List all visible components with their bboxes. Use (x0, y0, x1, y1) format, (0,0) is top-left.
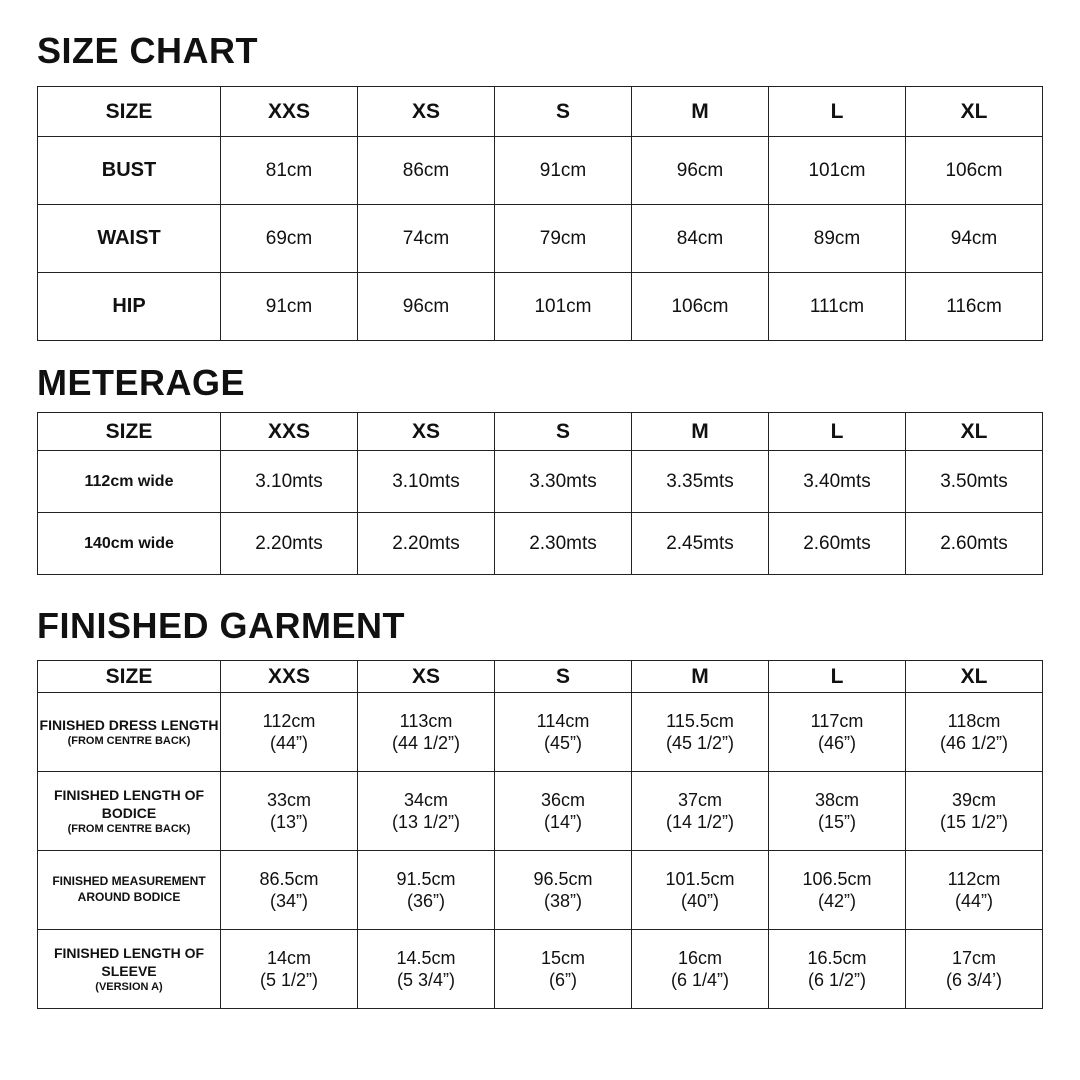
cell-cm: 38cm (814, 789, 859, 810)
table-cell (632, 772, 769, 851)
table-cell: 2.60mts (906, 513, 1043, 575)
size-chart-header-cell: SIZE (38, 87, 221, 137)
size-chart-header-cell: L (769, 87, 906, 137)
cell-cm: 114cm (536, 710, 590, 731)
row-label-main: FINISHED MEASUREMENT AROUND BODICE (52, 874, 206, 904)
table-cell (495, 693, 632, 772)
cell-in: (46 1/2”) (939, 733, 1009, 753)
table-cell: 69cm (221, 205, 358, 273)
finished-row-around-bodice (38, 851, 1043, 930)
cell-cm: 14.5cm (396, 947, 456, 968)
table-cell: 106cm (906, 137, 1043, 205)
row-label-main: FINISHED DRESS LENGTH (39, 716, 219, 733)
size-chart-header-cell: XXS (221, 87, 358, 137)
size-chart-row-waist (38, 205, 1043, 273)
row-label-main: FINISHED LENGTH OF BODICE (53, 786, 205, 821)
size-chart-header-cell: M (632, 87, 769, 137)
cell-in: (14 1/2”) (665, 812, 735, 832)
table-cell (906, 930, 1043, 1009)
cell-in: (45 1/2”) (665, 733, 735, 753)
table-cell: 84cm (632, 205, 769, 273)
cell-in: (36”) (406, 891, 445, 911)
finished-garment-header-cell: XS (358, 661, 495, 693)
finished-garment-title: FINISHED GARMENT (37, 605, 405, 646)
cell-cm: 117cm (810, 710, 864, 731)
table-cell (906, 772, 1043, 851)
meterage-title: METERAGE (37, 362, 246, 403)
table-cell: 94cm (906, 205, 1043, 273)
cell-in: (15”) (817, 812, 856, 832)
row-label: 140cm wide (38, 513, 221, 575)
cell-in: (44 1/2”) (391, 733, 461, 753)
table-cell: 106cm (632, 273, 769, 341)
table-cell: 2.45mts (632, 513, 769, 575)
finished-row-sleeve-length (38, 930, 1043, 1009)
table-cell (221, 851, 358, 930)
cell-cm: 91.5cm (396, 868, 456, 889)
table-cell (769, 930, 906, 1009)
cell-in: (40”) (680, 891, 719, 911)
cell-in: (44”) (954, 891, 993, 911)
cell-cm: 36cm (540, 789, 585, 810)
cell-in: (6 3/4’) (945, 970, 1003, 990)
finished-row-dress-length (38, 693, 1043, 772)
table-cell (906, 851, 1043, 930)
finished-garment-header-cell: XL (906, 661, 1043, 693)
table-cell (358, 930, 495, 1009)
table-cell: 96cm (358, 273, 495, 341)
cell-cm: 17cm (951, 947, 996, 968)
finished-garment-header-row (38, 661, 1043, 693)
table-cell (358, 851, 495, 930)
meterage-header-row (38, 413, 1043, 451)
row-label-note: (FROM CENTRE BACK) (67, 823, 191, 836)
cell-cm: 118cm (947, 710, 1001, 731)
row-label (38, 930, 221, 1009)
size-chart-row-hip (38, 273, 1043, 341)
meterage-header-cell: XS (358, 413, 495, 451)
row-label (38, 851, 221, 930)
cell-cm: 34cm (403, 789, 448, 810)
table-cell (495, 851, 632, 930)
size-chart-header-cell: XS (358, 87, 495, 137)
row-label: BUST (38, 137, 221, 205)
meterage-header-cell: S (495, 413, 632, 451)
table-cell (769, 693, 906, 772)
finished-garment-table (37, 660, 1043, 1009)
cell-cm: 112cm (947, 868, 1001, 889)
table-cell (221, 930, 358, 1009)
row-label (38, 693, 221, 772)
table-cell: 3.10mts (358, 451, 495, 513)
table-cell (358, 693, 495, 772)
cell-cm: 112cm (262, 710, 316, 731)
cell-cm: 16.5cm (807, 947, 867, 968)
size-chart-table (37, 86, 1043, 341)
table-cell (495, 772, 632, 851)
table-cell (358, 772, 495, 851)
cell-in: (5 3/4”) (396, 970, 456, 990)
table-cell: 3.10mts (221, 451, 358, 513)
table-cell (221, 772, 358, 851)
table-cell (632, 693, 769, 772)
finished-garment-header-cell: L (769, 661, 906, 693)
cell-cm: 39cm (951, 789, 996, 810)
finished-garment-header-cell: M (632, 661, 769, 693)
table-cell: 91cm (221, 273, 358, 341)
meterage-table (37, 412, 1043, 575)
cell-cm: 15cm (540, 947, 585, 968)
row-label: HIP (38, 273, 221, 341)
meterage-header-cell: XL (906, 413, 1043, 451)
table-cell: 96cm (632, 137, 769, 205)
cell-in: (13”) (269, 812, 308, 832)
meterage-row-140cm (38, 513, 1043, 575)
cell-in: (6 1/2”) (807, 970, 867, 990)
finished-garment-header-cell: S (495, 661, 632, 693)
table-cell (221, 693, 358, 772)
meterage-header-cell: XXS (221, 413, 358, 451)
cell-in: (5 1/2”) (259, 970, 319, 990)
size-chart-header-row (38, 87, 1043, 137)
cell-cm: 115.5cm (666, 710, 734, 731)
table-cell (769, 772, 906, 851)
finished-row-bodice-length (38, 772, 1043, 851)
cell-in: (34”) (269, 891, 308, 911)
cell-cm: 86.5cm (259, 868, 319, 889)
cell-in: (6”) (549, 970, 577, 990)
meterage-row-112cm (38, 451, 1043, 513)
table-cell: 2.30mts (495, 513, 632, 575)
finished-garment-header-cell: SIZE (38, 661, 221, 693)
table-cell: 3.50mts (906, 451, 1043, 513)
row-label-note: (VERSION A) (95, 981, 163, 994)
table-cell (632, 851, 769, 930)
cell-cm: 101.5cm (665, 868, 735, 889)
cell-cm: 96.5cm (533, 868, 593, 889)
size-chart-header-cell: XL (906, 87, 1043, 137)
table-cell: 2.60mts (769, 513, 906, 575)
cell-in: (45”) (543, 733, 582, 753)
row-label (38, 772, 221, 851)
table-cell (495, 930, 632, 1009)
cell-cm: 33cm (266, 789, 311, 810)
cell-cm: 106.5cm (802, 868, 872, 889)
table-cell: 111cm (769, 273, 906, 341)
row-label: 112cm wide (38, 451, 221, 513)
finished-garment-header-cell: XXS (221, 661, 358, 693)
cell-cm: 14cm (266, 947, 311, 968)
table-cell: 101cm (495, 273, 632, 341)
cell-cm: 16cm (677, 947, 722, 968)
row-label: WAIST (38, 205, 221, 273)
table-cell (632, 930, 769, 1009)
meterage-header-cell: SIZE (38, 413, 221, 451)
table-cell (906, 693, 1043, 772)
cell-in: (46”) (817, 733, 856, 753)
table-cell: 89cm (769, 205, 906, 273)
table-cell: 91cm (495, 137, 632, 205)
cell-in: (15 1/2”) (939, 812, 1009, 832)
row-label-main: FINISHED LENGTH OF SLEEVE (53, 944, 205, 979)
table-cell: 74cm (358, 205, 495, 273)
size-chart-row-bust (38, 137, 1043, 205)
table-cell: 3.40mts (769, 451, 906, 513)
table-cell: 3.35mts (632, 451, 769, 513)
table-cell: 81cm (221, 137, 358, 205)
cell-in: (14”) (543, 812, 582, 832)
cell-cm: 37cm (677, 789, 722, 810)
meterage-header-cell: M (632, 413, 769, 451)
row-label-note: (FROM CENTRE BACK) (67, 734, 191, 747)
table-cell: 101cm (769, 137, 906, 205)
size-chart-header-cell: S (495, 87, 632, 137)
meterage-header-cell: L (769, 413, 906, 451)
table-cell: 2.20mts (358, 513, 495, 575)
table-cell (769, 851, 906, 930)
table-cell: 2.20mts (221, 513, 358, 575)
cell-in: (13 1/2”) (391, 812, 461, 832)
table-cell: 116cm (906, 273, 1043, 341)
table-cell: 86cm (358, 137, 495, 205)
table-cell: 3.30mts (495, 451, 632, 513)
cell-in: (42”) (817, 891, 856, 911)
cell-in: (38”) (543, 891, 582, 911)
cell-in: (6 1/4”) (670, 970, 730, 990)
cell-cm: 113cm (399, 710, 453, 731)
table-cell: 79cm (495, 205, 632, 273)
size-chart-title: SIZE CHART (37, 30, 258, 71)
cell-in: (44”) (269, 733, 308, 753)
